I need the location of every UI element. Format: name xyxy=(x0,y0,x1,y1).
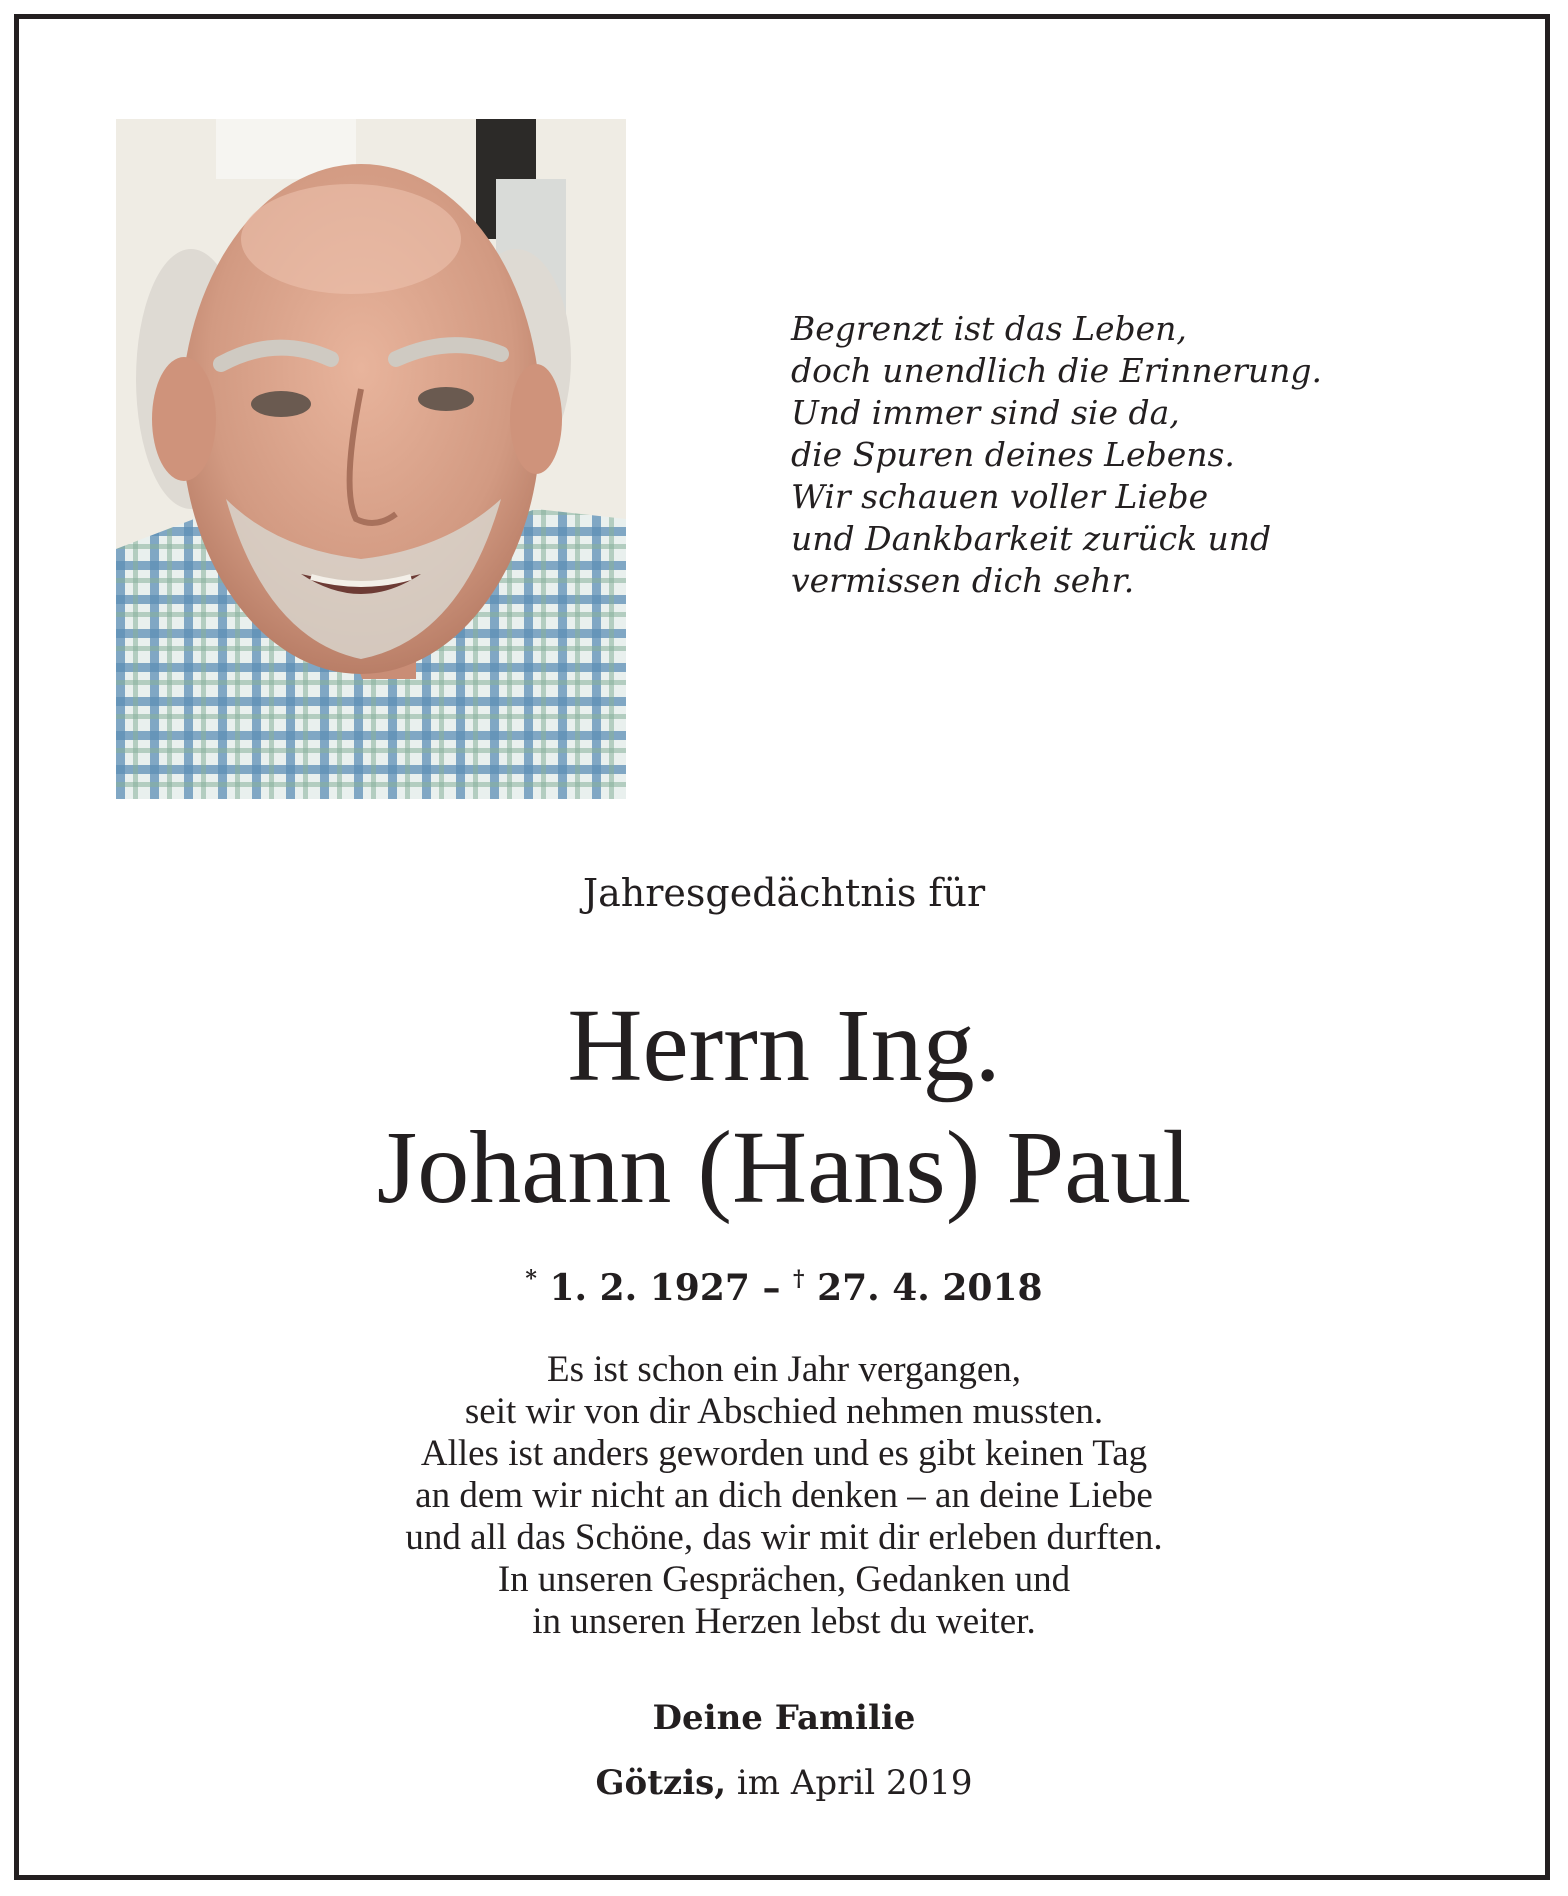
date-separator: – xyxy=(762,1267,781,1309)
message-line: und all das Schöne, das wir mit dir erleben durften. xyxy=(405,1517,1163,1558)
portrait-photo-icon xyxy=(116,119,626,799)
quote-line: Und immer sind sie da, xyxy=(791,393,1180,432)
message-line: seit wir von dir Abschied nehmen mussten. xyxy=(464,1391,1104,1432)
family-signature: Deine Familie xyxy=(652,1698,916,1738)
death-date: 27. 4. 2018 xyxy=(817,1267,1043,1309)
portrait-photo xyxy=(116,119,626,799)
message-line: in unseren Herzen lebst du weiter. xyxy=(532,1601,1036,1642)
quote-line: Wir schauen voller Liebe xyxy=(791,477,1209,516)
birth-date: 1. 2. 1927 xyxy=(549,1267,750,1309)
name-line-title: Herrn Ing. xyxy=(567,988,1001,1103)
quote-line: und Dankbarkeit zurück und xyxy=(791,519,1272,558)
memorial-quote xyxy=(791,308,1411,602)
birth-symbol: * xyxy=(525,1266,537,1292)
memorial-message xyxy=(0,1349,1568,1643)
name-line-full: Johann (Hans) Paul xyxy=(376,1110,1192,1225)
life-dates xyxy=(0,1256,1568,1311)
town-name: Götzis, xyxy=(595,1763,727,1803)
quote-line: vermissen dich sehr. xyxy=(791,561,1135,600)
quote-line: Begrenzt ist das Leben, xyxy=(791,309,1187,348)
message-line: Alles ist anders geworden und es gibt keinen Tag xyxy=(420,1433,1148,1474)
quote-line: die Spuren deines Lebens. xyxy=(791,435,1235,474)
intro-heading: Jahresgedächtnis für xyxy=(582,871,986,915)
place-and-date xyxy=(0,1762,1568,1804)
message-line: an dem wir nicht an dich denken – an deine Liebe xyxy=(415,1475,1153,1516)
quote-line: doch unendlich die Erinnerung. xyxy=(791,351,1323,390)
notice-date: im April 2019 xyxy=(736,1763,973,1803)
deceased-name xyxy=(0,985,1568,1229)
message-line: Es ist schon ein Jahr vergangen, xyxy=(546,1349,1022,1390)
death-symbol: † xyxy=(793,1266,805,1292)
message-line: In unseren Gesprächen, Gedanken und xyxy=(497,1559,1071,1600)
